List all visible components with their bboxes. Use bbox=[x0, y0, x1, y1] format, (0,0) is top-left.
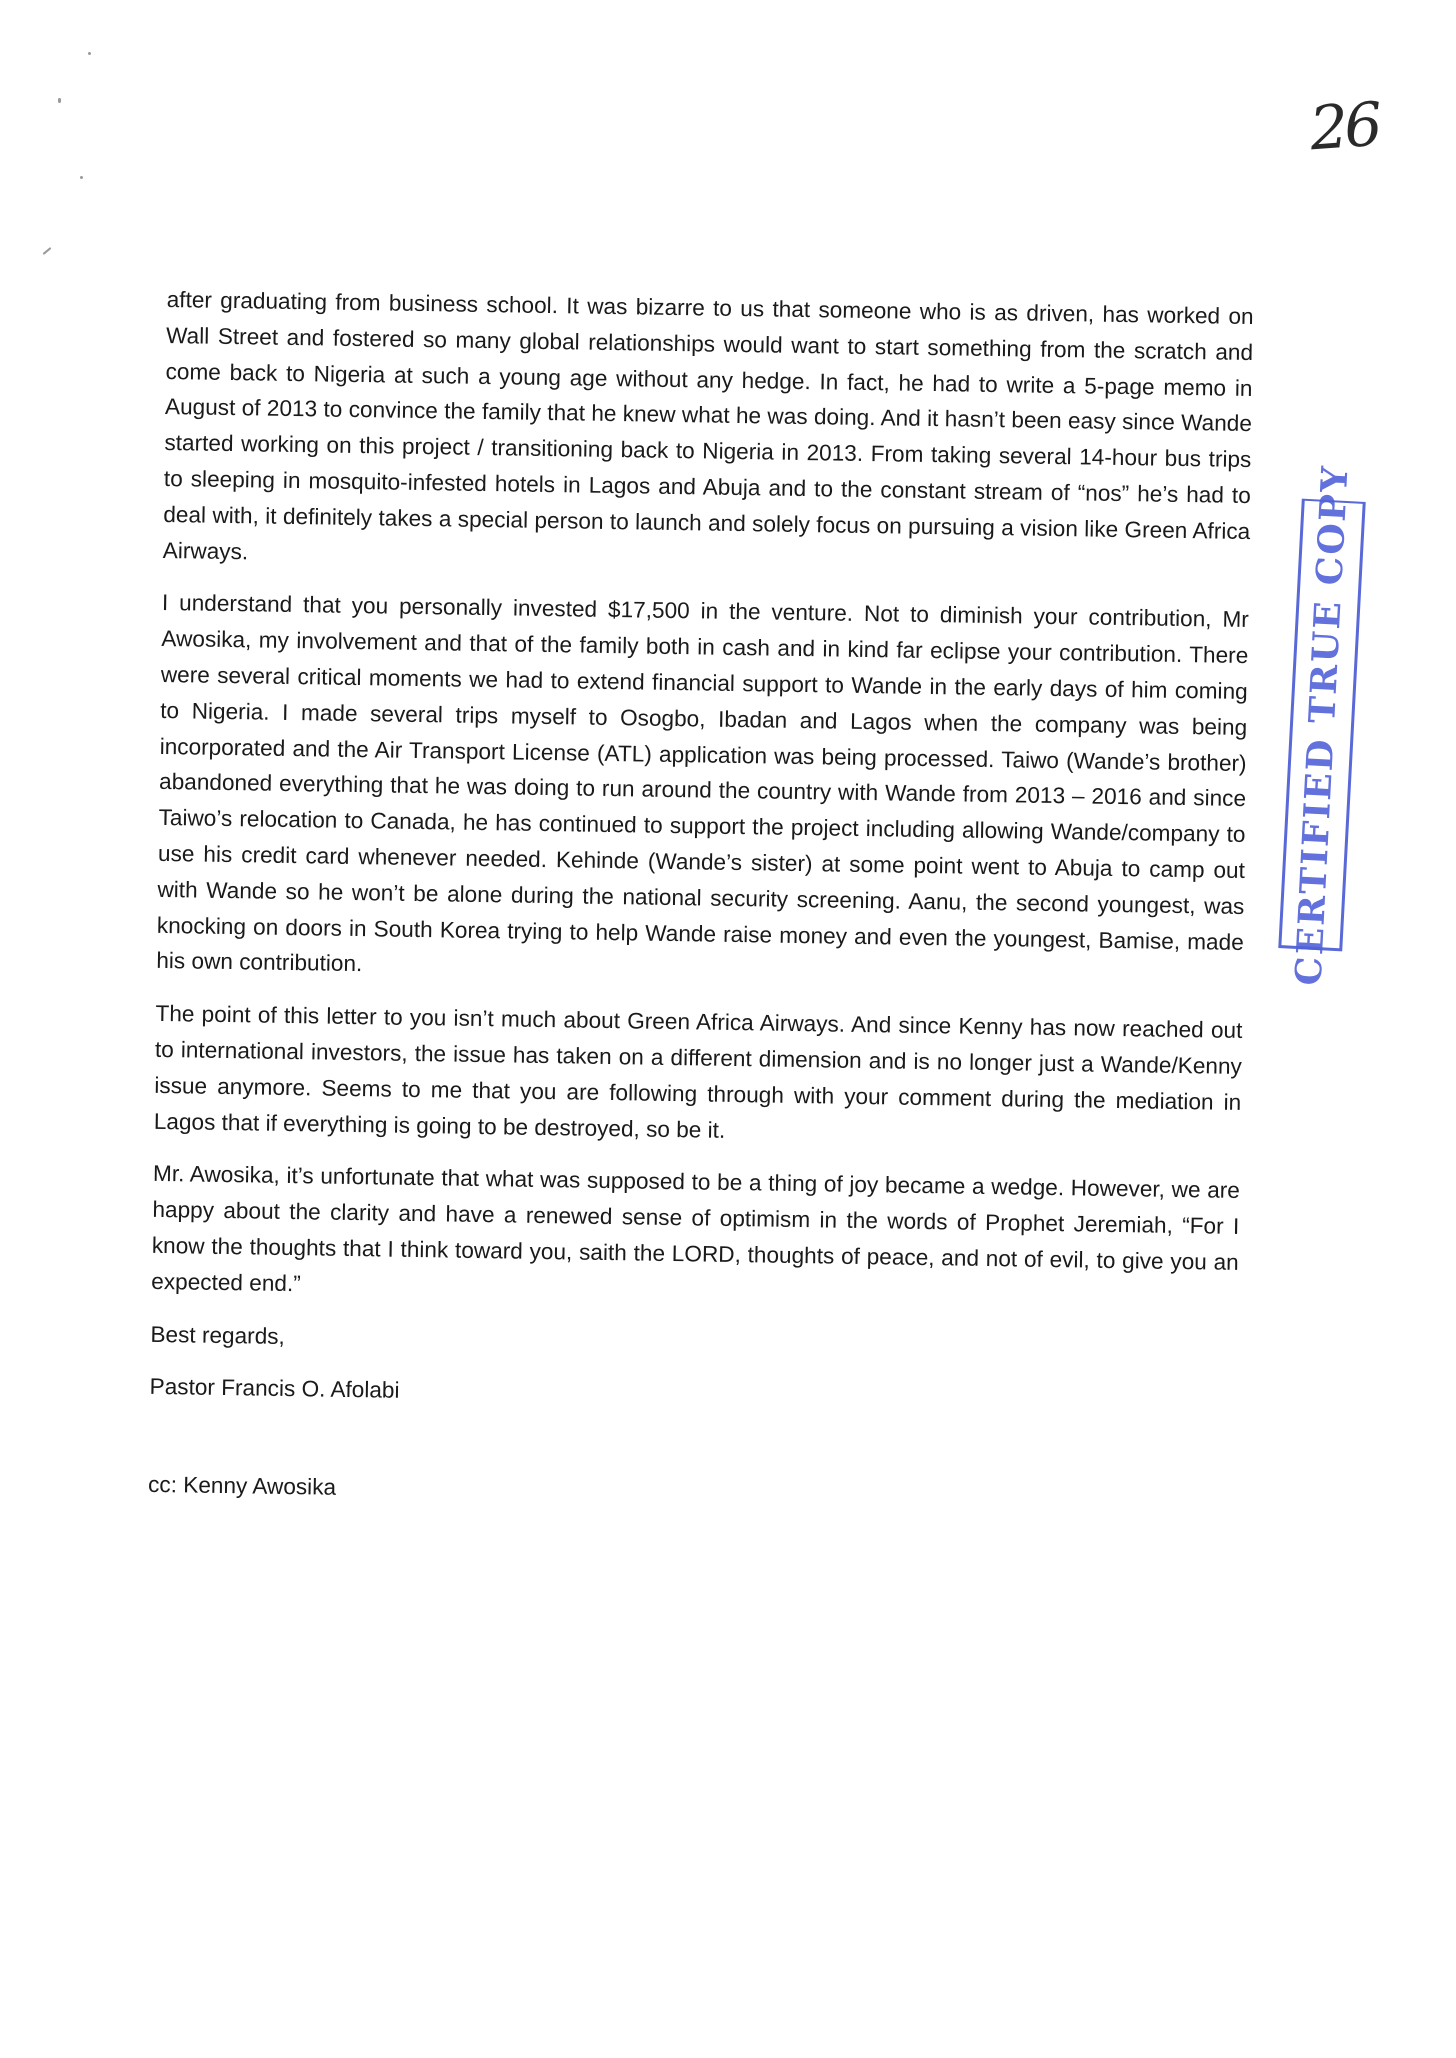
body-paragraph: after graduating from business school. It was bizarre to us that someone who is as driven, has worked on Wall Street and fostered so many global relationships would want to start something from the scratch and come back to Nigeria at such a young age without any hedge. In fact, he had to write a 5-page memo in August of 2013 to convince the family that he knew what he was doing. And it hasn’t been easy since Wande started working on this project / transitioning back to Nigeria in 2013. From taking several 14-hour bus trips to sleeping in mosquito-infested hotels in Lagos and Abuja and to the constant stream of “nos” he’s had to deal with, it definitely takes a special person to launch and solely focus on pursuing a vision like Green Africa Airways. bbox=[162, 286, 1254, 564]
letter-body bbox=[148, 282, 1254, 1520]
body-paragraph: I understand that you personally invested $17,500 in the venture. Not to diminish your contribution, Mr Awosika, my involvement and that of the family both in cash and in kind far eclipse your contribution. There were several critical moments we had to extend financial support to Wande in the early days of him coming to Nigeria. I made several trips myself to Osogbo, Ibadan and Lagos when the company was being incorporated and the Air Transport License (ATL) application was being processed. Taiwo (Wande’s brother) abandoned everything that he was doing to run around the country with Wande from 2013 – 2016 and since Taiwo’s relocation to Canada, he has continued to support the project including allowing Wande/company to use his credit card whenever needed. Kehinde (Wande’s sister) at some point went to Abuja to camp out with Wande so he won’t be alone during the national security screening. Aanu, the second youngest, was knocking on doors in South Korea trying to help Wande raise money and even the youngest, Bamise, made his own contribution. bbox=[156, 590, 1250, 977]
body-paragraph: Mr. Awosika, it’s unfortunate that what was supposed to be a thing of joy became a wedge. However, we are happy about the clarity and have a renewed sense of optimism in the words of Prophet Jeremiah, “For I know the thoughts that I think toward you, saith the LORD, thoughts of peace, and not of evil, to give you an expected end.” bbox=[151, 1161, 1241, 1296]
scan-speck bbox=[58, 98, 61, 103]
scan-speck bbox=[88, 52, 91, 55]
body-paragraph: The point of this letter to you isn’t much about Green Africa Airways. And since Kenny has now reached out to international investors, the issue has taken on a different dimension and is no longer just a Wande/Kenny issue anymore. Seems to me that you are following through with your comment during the mediation in Lagos that if everything is going to be destroyed, so be it. bbox=[153, 1001, 1243, 1143]
closing-salutation: Best regards, bbox=[150, 1321, 286, 1349]
scan-speck bbox=[80, 176, 83, 179]
handwritten-page-number: 26 bbox=[1307, 89, 1381, 165]
cc-line: cc: Kenny Awosika bbox=[147, 1471, 337, 1500]
scan-speck bbox=[43, 247, 52, 255]
stamp-text: CERTIFIED TRUE COPY bbox=[1287, 463, 1357, 986]
certified-true-copy-stamp bbox=[1278, 463, 1365, 986]
signature-name: Pastor Francis O. Afolabi bbox=[149, 1374, 400, 1404]
